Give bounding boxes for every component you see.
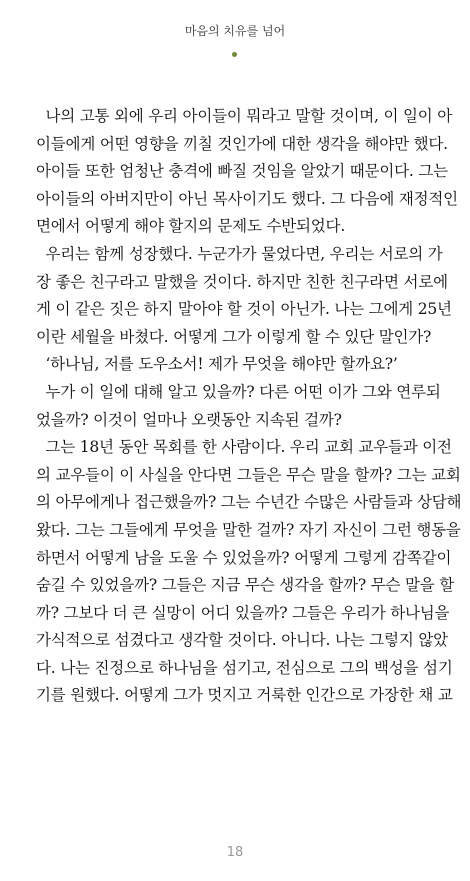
text-line: 나의 고통 외에 우리 아이들이 뭐라고 말할 것이며, 이 일이 아 — [36, 107, 453, 125]
text-line: 면에서 어떻게 해야 할지의 문제도 수반되었다. — [36, 217, 346, 236]
text-line: 누가 이 일에 대해 알고 있을까? 다른 어떤 이가 그와 연루되 — [36, 382, 441, 401]
text-line: 숨길 수 있었을까? 그들은 지금 무슨 생각을 할까? 무슨 말을 할 — [36, 576, 455, 595]
text-line: 다. 나는 진정으로 하나님을 섬기고, 전심으로 그의 백성을 섬기 — [36, 658, 453, 677]
text-line: 이란 세월을 바쳤다. 어떻게 그가 이렇게 할 수 있단 말인가? — [36, 327, 432, 346]
text-line: 의 아무에게나 접근했을까? 그는 수년간 수많은 사람들과 상담해 — [36, 493, 462, 512]
text-line: 우리는 함께 성장했다. 누군가가 물었다면, 우리는 서로의 가 — [36, 244, 443, 263]
text-line: ‘하나님, 저를 도우소서! 제가 무엇을 해야만 할까요?’ — [36, 355, 398, 374]
page-number: 18 — [226, 845, 244, 860]
text-line: 이들에게 어떤 영향을 끼칠 것인가에 대한 생각을 해야만 했다. — [36, 134, 448, 153]
body-text — [36, 103, 462, 710]
text-line: 장 좋은 친구라고 말했을 것이다. 하지만 친한 친구라면 서로에 — [36, 272, 448, 291]
text-line: 왔다. 그는 그들에게 무엇을 말한 걸까? 자기 자신이 그런 행동을 — [36, 520, 461, 539]
text-line: 었을까? 이것이 얼마나 오랫동안 지속된 걸까? — [36, 410, 342, 429]
text-line: 기를 원했다. 어떻게 그가 멋지고 거룩한 인간으로 가장한 채 교 — [36, 686, 453, 705]
text-line: 까? 그보다 더 큰 실망이 어디 있을까? 그들은 우리가 하나님을 — [36, 603, 450, 622]
text-line: 하면서 어떻게 남을 도울 수 있었을까? 어떻게 그렇게 감쪽같이 — [36, 548, 452, 567]
text-line: 게 이 같은 짓은 하지 말아야 할 것이 아닌가. 나는 그에게 25년 — [36, 300, 452, 319]
header-ornament-dot — [232, 52, 237, 57]
text-line: 그는 18년 동안 목회를 한 사람이다. 우리 교회 교우들과 이전 — [36, 438, 452, 457]
text-line: 의 교우들이 이 사실을 안다면 그들은 무슨 말을 할까? 그는 교회 — [36, 465, 461, 484]
text-line: 아이들의 아버지만이 아닌 목사이기도 했다. 그 다음에 재정적인 — [36, 189, 458, 208]
text-line: 가식적으로 섬겼다고 생각할 것이다. 아니다. 나는 그렇지 않았 — [36, 631, 448, 650]
text-line: 아이들 또한 엄청난 충격에 빠질 것임을 알았기 때문이다. 그는 — [36, 162, 448, 181]
running-header: 마음의 치유를 넘어 — [184, 24, 286, 38]
